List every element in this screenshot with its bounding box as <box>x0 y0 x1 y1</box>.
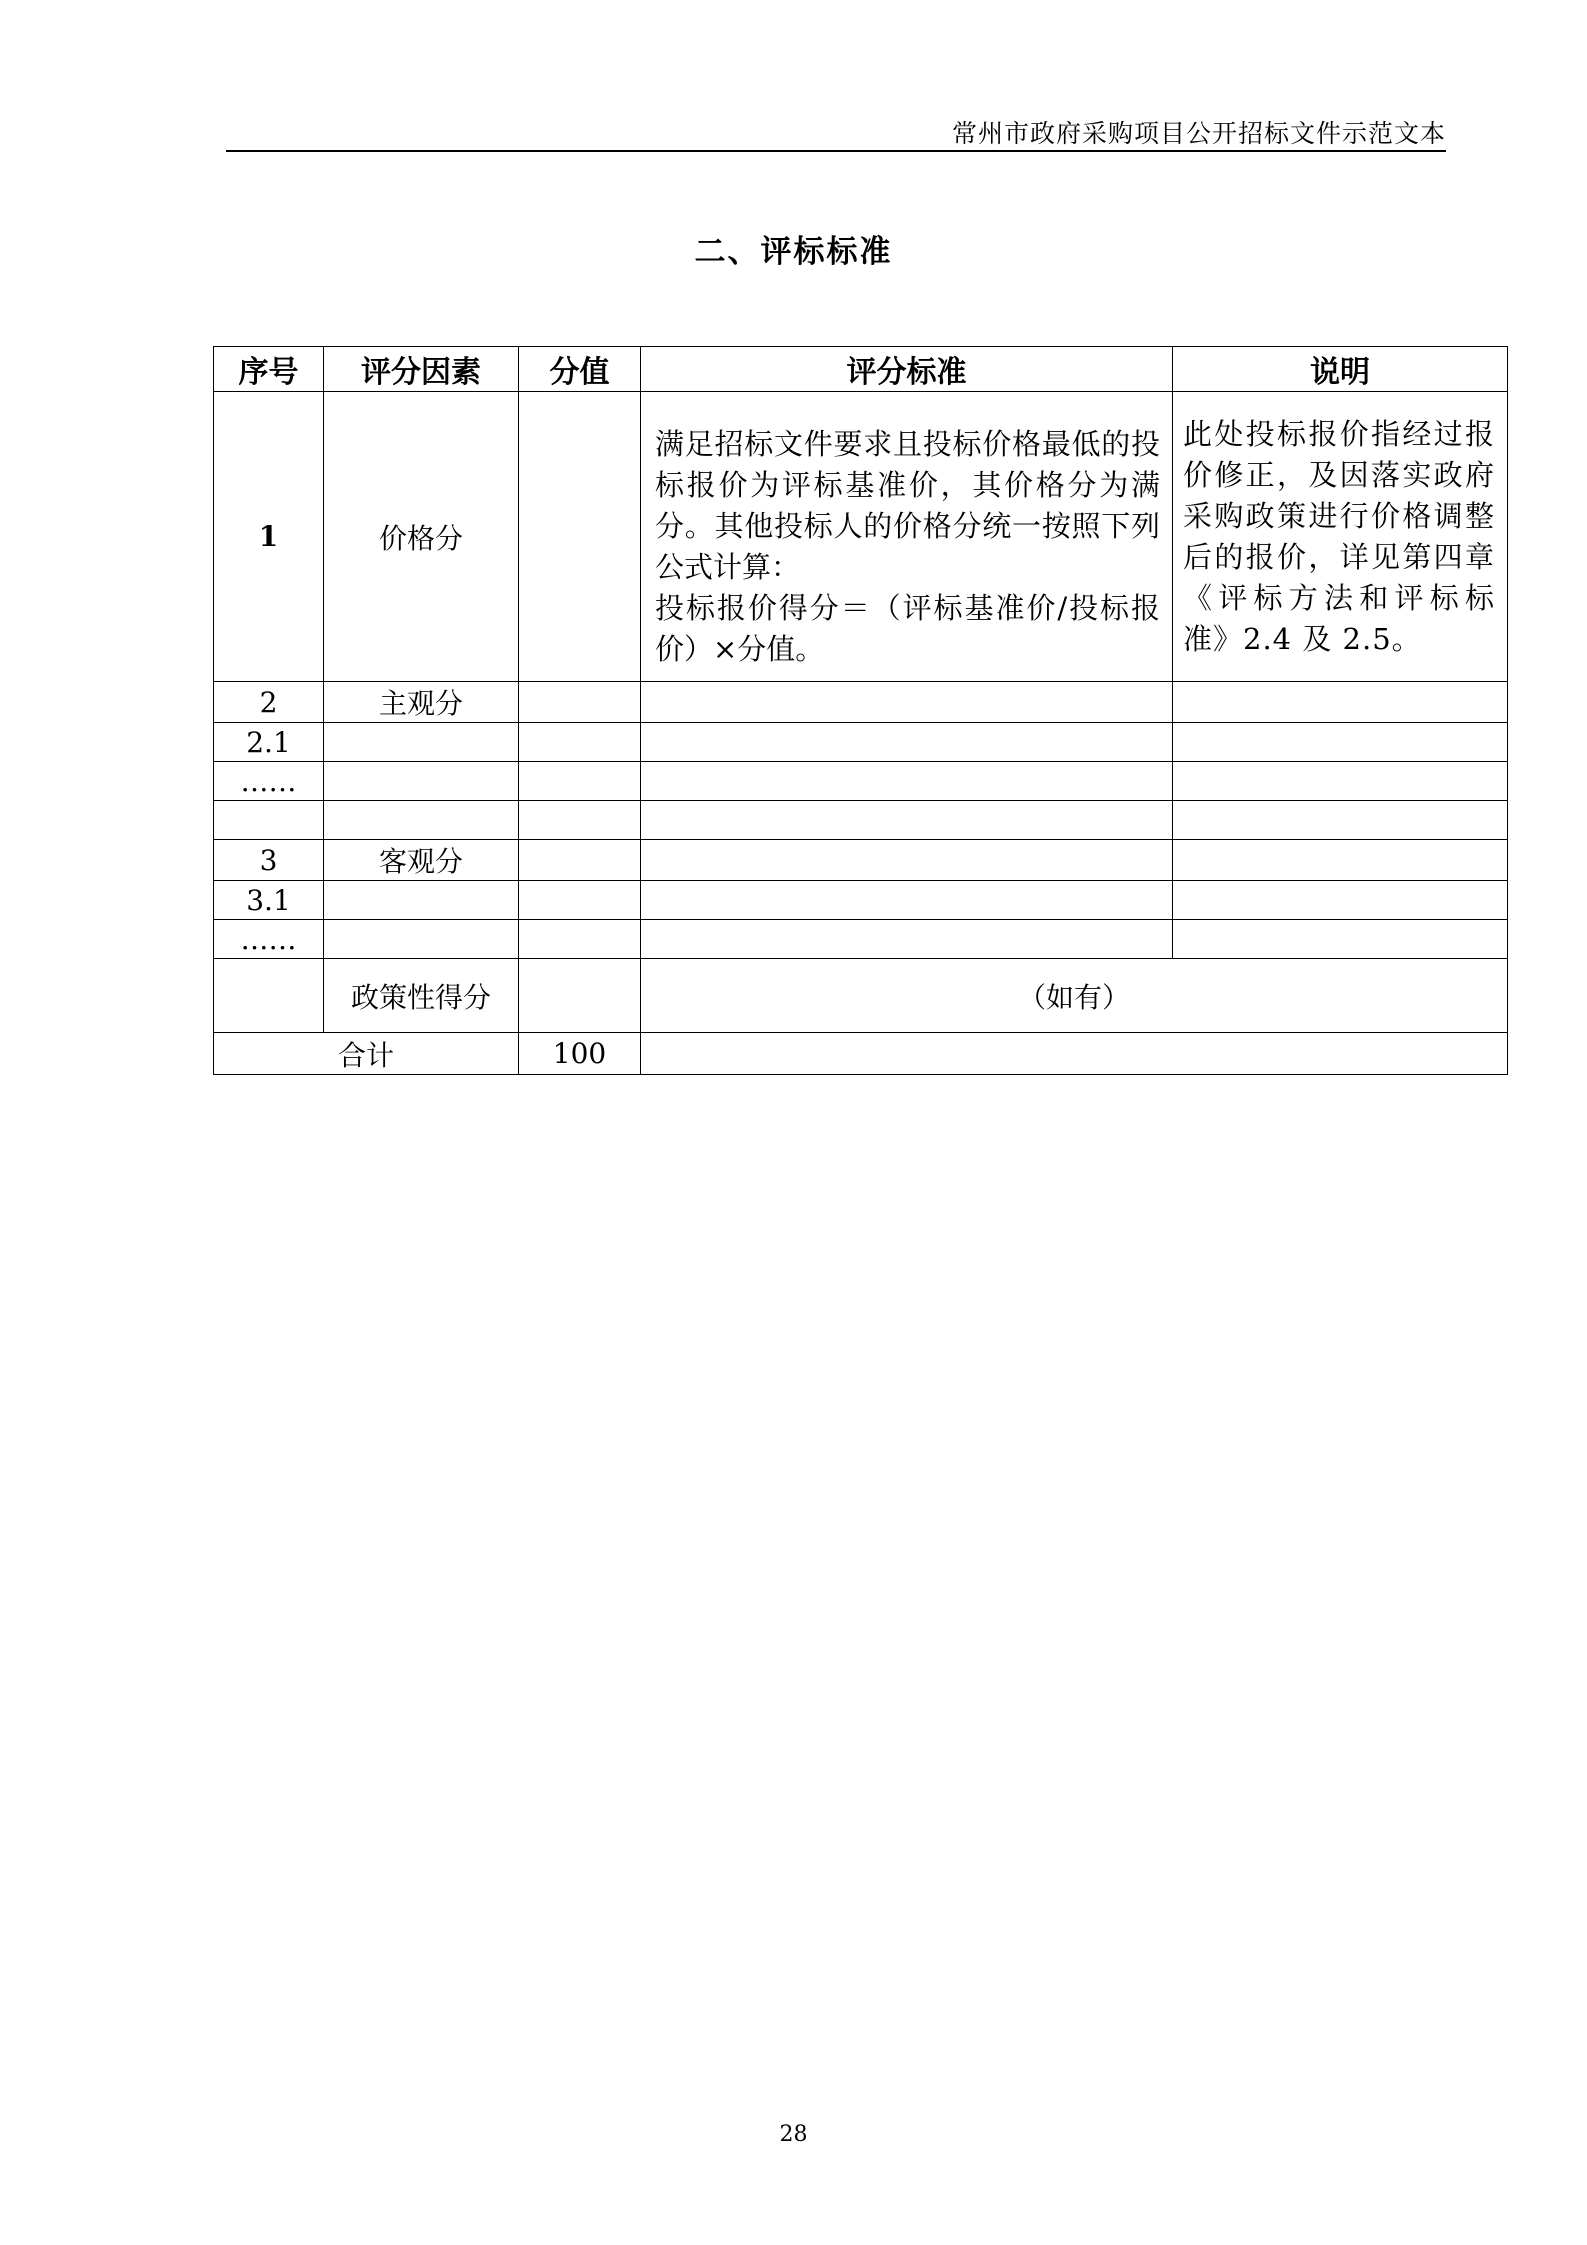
criterion-text: 满足招标文件要求且投标价格最低的投标报价为评标基准价，其价格分为满分。其他投标人的价格分统一按照下列公式计算： <box>655 426 1160 584</box>
total-label: 合计 <box>214 1033 519 1075</box>
total-empty <box>641 1033 1508 1075</box>
page-header <box>226 112 1446 152</box>
row-criterion <box>641 840 1173 881</box>
row-number <box>214 801 324 840</box>
row-number: …… <box>214 920 324 959</box>
row-score <box>519 840 641 881</box>
row-score <box>519 392 641 682</box>
row-score <box>519 682 641 723</box>
row-factor: 主观分 <box>324 682 519 723</box>
row-factor: 客观分 <box>324 840 519 881</box>
row-factor <box>324 801 519 840</box>
row-number: 3 <box>214 840 324 881</box>
header-cell-number: 序号 <box>214 347 324 392</box>
row-number <box>214 959 324 1033</box>
table-row <box>214 920 1508 959</box>
row-score <box>519 959 641 1033</box>
row-note <box>1173 682 1508 723</box>
row-number: 2.1 <box>214 723 324 762</box>
row-criterion <box>641 392 1173 682</box>
row-number: …… <box>214 762 324 801</box>
row-note <box>1173 392 1508 682</box>
row-number: 2 <box>214 682 324 723</box>
row-factor <box>324 881 519 920</box>
header-cell-criterion: 评分标准 <box>641 347 1173 392</box>
section-title: 二、评标标准 <box>694 234 893 270</box>
row-number: 1 <box>214 392 324 682</box>
table-row <box>214 840 1508 881</box>
row-score <box>519 881 641 920</box>
row-factor: 政策性得分 <box>324 959 519 1033</box>
row-score <box>519 801 641 840</box>
table-row-policy <box>214 959 1508 1033</box>
row-note <box>1173 723 1508 762</box>
header-cell-factor: 评分因素 <box>324 347 519 392</box>
criterion-formula: 投标报价得分＝（评标基准价/投标报价）×分值。 <box>655 590 1160 666</box>
row-score <box>519 762 641 801</box>
header-cell-note: 说明 <box>1173 347 1508 392</box>
row-criterion <box>641 881 1173 920</box>
row-criterion <box>641 682 1173 723</box>
row-score <box>519 920 641 959</box>
note-text: 此处投标报价指经过报价修正，及因落实政府采购政策进行价格调整后的报价，详见第四章《评标方法和评标标准》2.4 及 2.5。 <box>1183 416 1495 656</box>
row-criterion <box>641 801 1173 840</box>
table-row <box>214 881 1508 920</box>
header-title: 常州市政府采购项目公开招标文件示范文本 <box>951 119 1446 148</box>
row-factor: 价格分 <box>324 392 519 682</box>
row-note <box>1173 762 1508 801</box>
scoring-table <box>213 346 1508 1075</box>
row-number: 3.1 <box>214 881 324 920</box>
row-note <box>1173 881 1508 920</box>
row-note <box>1173 840 1508 881</box>
row-criterion: （如有） <box>641 959 1508 1033</box>
table-row <box>214 801 1508 840</box>
table-row <box>214 723 1508 762</box>
row-note <box>1173 801 1508 840</box>
row-factor <box>324 762 519 801</box>
table-row-total <box>214 1033 1508 1075</box>
table-header-row <box>214 347 1508 392</box>
row-factor <box>324 723 519 762</box>
table-row-price <box>214 392 1508 682</box>
total-score: 100 <box>519 1033 641 1075</box>
row-factor <box>324 920 519 959</box>
row-criterion <box>641 762 1173 801</box>
header-cell-score: 分值 <box>519 347 641 392</box>
page-number: 28 <box>779 2122 808 2147</box>
table-row <box>214 762 1508 801</box>
table-row <box>214 682 1508 723</box>
row-criterion <box>641 920 1173 959</box>
row-note <box>1173 920 1508 959</box>
row-score <box>519 723 641 762</box>
row-criterion <box>641 723 1173 762</box>
